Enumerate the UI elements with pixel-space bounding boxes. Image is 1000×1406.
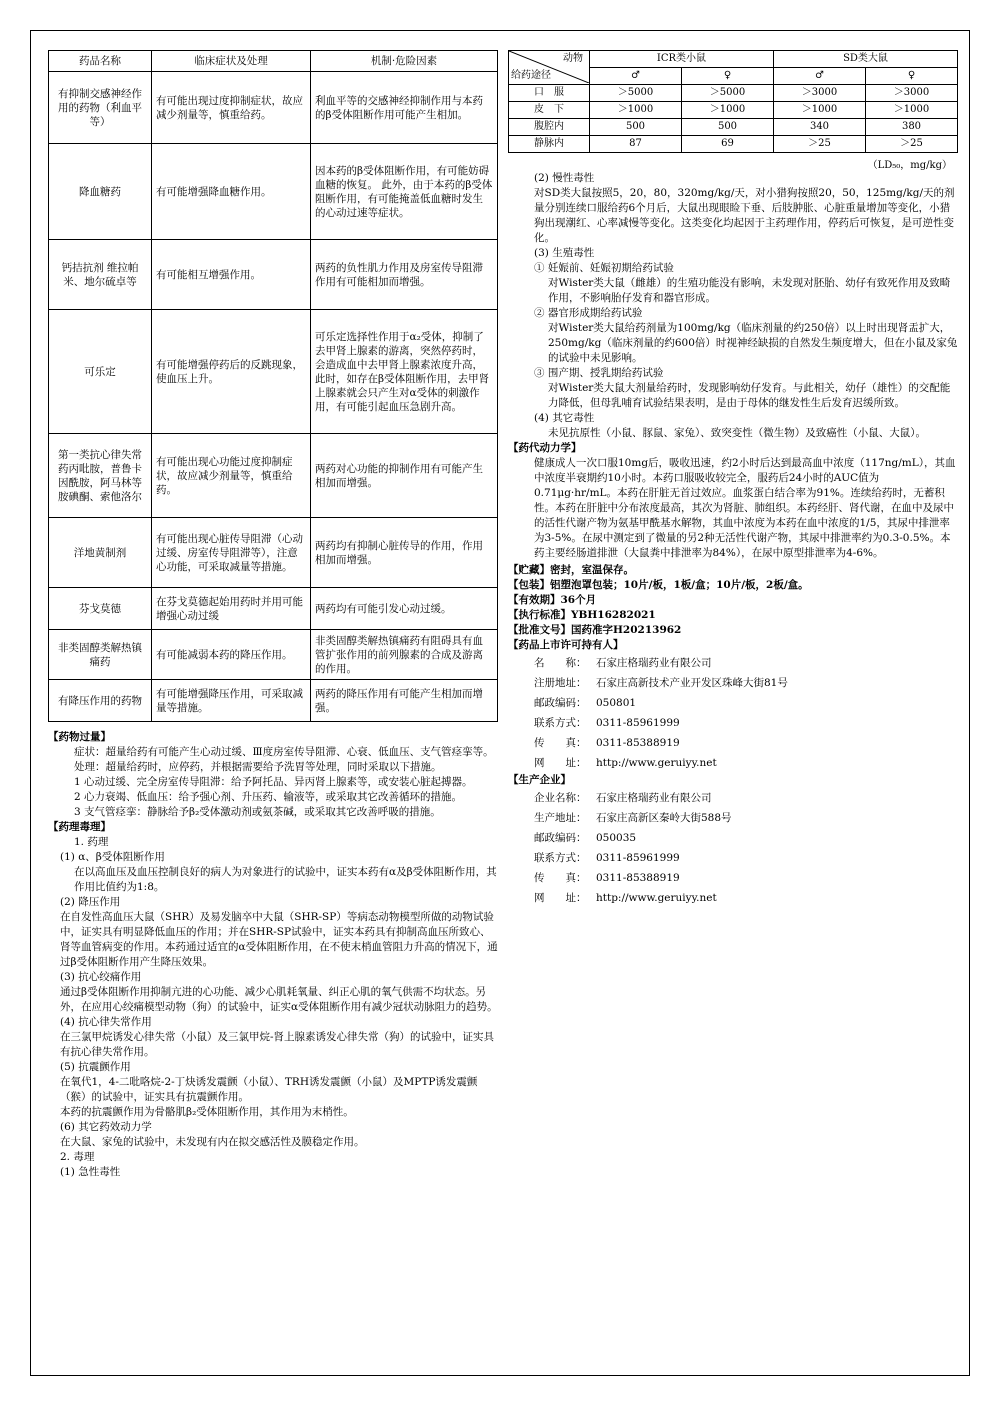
item-text: 未见抗原性（小鼠、豚鼠、家兔）、致突变性（微生物）及致癌性（小鼠、大鼠）。 [548,427,926,439]
item-title: (6) 其它药效动力学 [60,1121,152,1133]
item-text: 在自发性高血压大鼠（SHR）及易发脑卒中大鼠（SHR-SP）等病态动物模型所做的动物试验中，证实具有明显降低血压的作用；并在SHR-SP试验中，证实本药具有抑制高血压所致心、肾等血管病变的作用。本药通过适宜的α受体阻断作用，在不使末梢血管阻力升高的情况下，通过β受体阻断作用产生降压效果。 [60,911,498,968]
table-unit-note: （LD₅₀，mg/kg） [867,160,952,171]
drug-name: 降血糖药 [49,144,152,240]
table-row [509,102,958,119]
holder-field: 传 真： 0311-85388919 [534,737,680,749]
toxicity-section [508,171,958,441]
manufacturer-field: 邮政编码： 050035 [534,832,637,844]
route-cell: 腹腔内 [509,119,590,136]
table-row [49,240,498,310]
manufacturer-field: 生产地址： 石家庄高新区秦岭大街588号 [534,812,732,824]
manufacturer-field: 企业名称： 石家庄格瑞药业有限公司 [534,792,712,804]
value-cell: 500 [590,119,682,136]
symptom-cell: 有可能减弱本药的降压作用。 [152,630,311,680]
group-header: SD类大鼠 [774,51,958,68]
item-title: (5) 抗震颤作用 [60,1061,131,1073]
section-heading: 【药物过量】 [48,731,111,743]
overdose-item: 2 心力衰竭、低血压：给予强心剂、升压药、输液等，或采取其它改善循环的措施。 [74,791,463,803]
ld50-table [508,50,958,153]
overdose-item: 3 支气管痉挛：静脉给予β₂受体激动剂或氨茶碱，或采取其它改善呼吸的措施。 [74,806,441,818]
approval-line: 【批准文号】国药准字H20213962 [508,624,682,636]
value-cell: ＞1000 [774,102,866,119]
mechanism-cell: 两药均有抑制心脏传导的作用，作用相加而增强。 [311,518,498,588]
group-header: ICR类小鼠 [590,51,774,68]
value-cell: 340 [774,119,866,136]
value-cell: ＞25 [774,136,866,153]
holder-field: 注册地址： 石家庄高新技术产业开发区珠峰大街81号 [534,677,788,689]
section-heading: 【药理毒理】 [48,821,111,833]
table-row [509,136,958,153]
value-cell: ＞5000 [590,85,682,102]
sex-header: ♀ [866,68,958,85]
value-cell: 69 [682,136,774,153]
overdose-symptom: 症状：超量给药有可能产生心动过缓、Ⅲ度房室传导阻滞、心衰、低血压、支气管痉挛等。 [74,746,494,758]
value-cell: ＞3000 [866,85,958,102]
table-row [49,680,498,722]
item-text: 在氧代1，4-二吡咯烷-2-丁炔诱发震颤（小鼠）、TRH诱发震颤（小鼠）及MPTP诱发震颤（猴）的试验中，证实具有抗震颤作用。 [60,1076,478,1103]
item-text: 在大鼠、家兔的试验中，未发现有内在拟交感活性及膜稳定作用。 [60,1136,365,1148]
subsection-title: 2. 毒理 [60,1151,95,1163]
drug-name: 芬戈莫德 [49,588,152,630]
value-cell: ＞1000 [866,102,958,119]
symptom-cell: 有可能出现过度抑制症状，故应减少剂量等，慎重给药。 [152,72,311,144]
pk-section [508,441,958,561]
table-header: 临床症状及处理 [152,51,311,72]
drug-name: 非类固醇类解热镇痛药 [49,630,152,680]
symptom-cell: 在芬戈莫德起始用药时并用可能增强心动过缓 [152,588,311,630]
section-heading: 【药代动力学】 [508,442,582,454]
symptom-cell: 有可能相互增强作用。 [152,240,311,310]
item-text: 本药的抗震颤作用为骨骼肌β₂受体阻断作用，其作用为末梢性。 [60,1106,354,1118]
mechanism-cell: 两药均有可能引发心动过缓。 [311,588,498,630]
route-label: 给药途径 [511,70,551,81]
item-title: (2) 慢性毒性 [534,172,595,184]
item-text: 在三氯甲烷诱发心律失常（小鼠）及三氯甲烷-肾上腺素诱发心律失常（狗）的试验中，证实具有抗心律失常作用。 [60,1031,495,1058]
subsection-title: 1. 药理 [74,836,109,848]
drug-name: 洋地黄制剂 [49,518,152,588]
table-row [49,144,498,240]
interaction-table [48,50,498,722]
sex-header: ♂ [590,68,682,85]
item-text: 通过β受体阻断作用抑制亢进的心功能、减少心肌耗氧量、纠正心肌的氧气供需不均状态。另外，在应用心绞痛模型动物（狗）的试验中，证实α受体阻断作用有减少冠状动脉阻力的趋势。 [60,986,498,1013]
holder-section [508,638,958,773]
drug-name: 有抑制交感神经作用的药物（利血平等） [49,72,152,144]
value-cell: ＞25 [866,136,958,153]
drug-name: 可乐定 [49,310,152,434]
value-cell: ＞5000 [682,85,774,102]
table-row [49,434,498,518]
route-cell: 皮 下 [509,102,590,119]
item-title: (1) 急性毒性 [60,1166,121,1178]
sex-header: ♂ [774,68,866,85]
drug-name: 有降压作用的药物 [49,680,152,722]
overdose-item: 1 心动过缓、完全房室传导阻滞：给予阿托品、异丙肾上腺素等，或安装心脏起搏器。 [74,776,473,788]
item-title: (1) α、β受体阻断作用 [60,851,165,863]
item-title: ① 妊娠前、妊娠初期给药试验 [534,262,674,274]
mechanism-cell: 两药的负性肌力作用及房室传导阻滞作用有可能相加而增强。 [311,240,498,310]
overdose-section [48,730,498,820]
symptom-cell: 有可能出现心功能过度抑制症状，故应减少剂量等，慎重给药。 [152,434,311,518]
table-header: 机制·危险因素 [311,51,498,72]
validity-line: 【有效期】36个月 [508,594,597,606]
holder-field: 联系方式： 0311-85961999 [534,717,680,729]
section-heading: 【生产企业】 [508,774,571,786]
table-row [509,119,958,136]
item-title: ③ 围产期、授乳期给药试验 [534,367,664,379]
item-text: 对SD类大鼠按照5，20，80，320mg/kg/天，对小猎狗按照20，50，125mg/kg/天的剂量分别连续口服给药6个月后，大鼠出现眼睑下垂、后肢肿胀、心脏重量增加等变化，小猎狗出现潮红、心率减慢等变化。这类变化均起因于主药理作用，停药后可恢复，是可逆性变化。 [534,187,955,244]
manufacturer-section [508,773,958,908]
symptom-cell: 有可能增强停药后的反跳现象，使血压上升。 [152,310,311,434]
symptom-cell: 有可能增强降压作用，可采取减量等措施。 [152,680,311,722]
mechanism-cell: 两药对心功能的抑制作用有可能产生相加而增强。 [311,434,498,518]
item-text: 对Wister类大鼠大剂量给药时，发现影响幼仔发育。与此相关，幼仔（雄性）的交配能力降低，但母乳哺育试验结果表明，是由于母体的继发性生后发育迟缓所致。 [548,382,951,409]
section-heading: 【药品上市许可持有人】 [508,639,624,651]
pk-text: 健康成人一次口服10mg后，吸收迅速，约2小时后达到最高血中浓度（117ng/mL），其血中浓度半衰期约10小时。本药口服吸收较完全，服药后24小时的AUC值为0.71μg·hr/mL。本药在肝脏无首过效应。血浆蛋白结合率为91%。连续给药时，无蓄积性。本药在肝脏中分布浓度最高，其次为肾脏、肺组织。本药经肝、肾代谢，在血中及尿中的活性代谢产物为氨基甲酰基水解物，其血中浓度为本药在血中浓度的1/5，其尿中排泄率为3-5%。在尿中测定到了微量的另2种无活性代谢产物，其尿中排泄率约为0.3-0.5%。本药主要经肠道排泄（大鼠粪中排泄率为84%），在尿中原型排泄率为4-6%。 [534,457,956,559]
value-cell: ＞1000 [682,102,774,119]
storage-line: 【贮藏】密封，室温保存。 [508,564,634,576]
table-row [49,310,498,434]
drug-name: 钙拮抗剂 维拉帕米、地尔硫卓等 [49,240,152,310]
item-text: 对Wister类大鼠（雌雄）的生殖功能没有影响，未发现对胚胎、幼仔有致死作用及致畸作用，不影响胎仔发育和器官形成。 [548,277,951,304]
drug-name: 第一类抗心律失常药丙吡胺，普鲁卡因酰胺，阿马林等胺碘酮、索他洛尔 [49,434,152,518]
sex-header: ♀ [682,68,774,85]
holder-field: 名 称： 石家庄格瑞药业有限公司 [534,657,712,669]
table-header: 药品名称 [49,51,152,72]
animal-label: 动物 [563,53,583,64]
table-row [49,518,498,588]
item-title: (4) 其它毒性 [534,412,595,424]
overdose-treatment: 处理：超量给药时，应停药，并根据需要给予洗胃等处理，同时采取以下措施。 [74,761,442,773]
table-row [49,630,498,680]
mechanism-cell: 非类固醇类解热镇痛药有阻碍具有血管扩张作用的前列腺素的合成及游离的作用。 [311,630,498,680]
value-cell: ＞3000 [774,85,866,102]
value-cell: ＞1000 [590,102,682,119]
package-line: 【包装】铝塑泡罩包装；10片/板，1板/盒；10片/板，2板/盒。 [508,579,809,591]
mechanism-cell: 利血平等的交感神经抑制作用与本药的β受体阻断作用可能产生相加。 [311,72,498,144]
item-text: 对Wister类大鼠给药剂量为100mg/kg（临床剂量的约250倍）以上时出现肾盂扩大，250mg/kg（临床剂量的约600倍）时视神经缺损的自然发生频度增大，但在小鼠及家兔的试验中未见影响。 [548,322,958,364]
item-title: (2) 降压作用 [60,896,121,908]
value-cell: 500 [682,119,774,136]
holder-field: 邮政编码： 050801 [534,697,637,709]
item-title: (3) 生殖毒性 [534,247,595,259]
item-title: (4) 抗心律失常作用 [60,1016,152,1028]
table-corner-cell [509,51,590,85]
mechanism-cell: 因本药的β受体阻断作用，有可能妨碍血糖的恢复。 此外，由于本药的β受体阻断作用，有可能掩盖低血糖时发生的心动过速等症状。 [311,144,498,240]
pharmacology-section [48,820,498,1180]
holder-field: 网 址： http://www.geruiyy.net [534,757,717,769]
manufacturer-field: 网 址： http://www.geruiyy.net [534,892,717,904]
table-row [509,85,958,102]
item-title: ② 器官形成期给药试验 [534,307,643,319]
manufacturer-field: 联系方式： 0311-85961999 [534,852,680,864]
route-cell: 口 服 [509,85,590,102]
mechanism-cell: 两药的降压作用有可能产生相加而增强。 [311,680,498,722]
standard-line: 【执行标准】YBH16282021 [508,609,656,621]
symptom-cell: 有可能增强降血糖作用。 [152,144,311,240]
table-row [49,588,498,630]
item-title: (3) 抗心绞痛作用 [60,971,142,983]
symptom-cell: 有可能出现心脏传导阻滞（心动过缓、房室传导阻滞等），注意心功能，可采取减量等措施。 [152,518,311,588]
manufacturer-field: 传 真： 0311-85388919 [534,872,680,884]
table-row [49,72,498,144]
mechanism-cell: 可乐定选择性作用于α₂受体，抑制了去甲肾上腺素的游离，突然停药时，会造成血中去甲肾上腺素浓度升高，此时，如存在β受体阻断作用，去甲肾上腺素就会只产生对α受体的刺激作用，有可能引起血压急剧升高。 [311,310,498,434]
right-column [508,50,958,908]
value-cell: 380 [866,119,958,136]
item-text: 在以高血压及血压控制良好的病人为对象进行的试验中，证实本药有α及β受体阻断作用，其作用比值约为1:8。 [74,866,497,893]
table-header-row [49,51,498,72]
route-cell: 静脉内 [509,136,590,153]
left-column [48,50,498,1180]
value-cell: 87 [590,136,682,153]
